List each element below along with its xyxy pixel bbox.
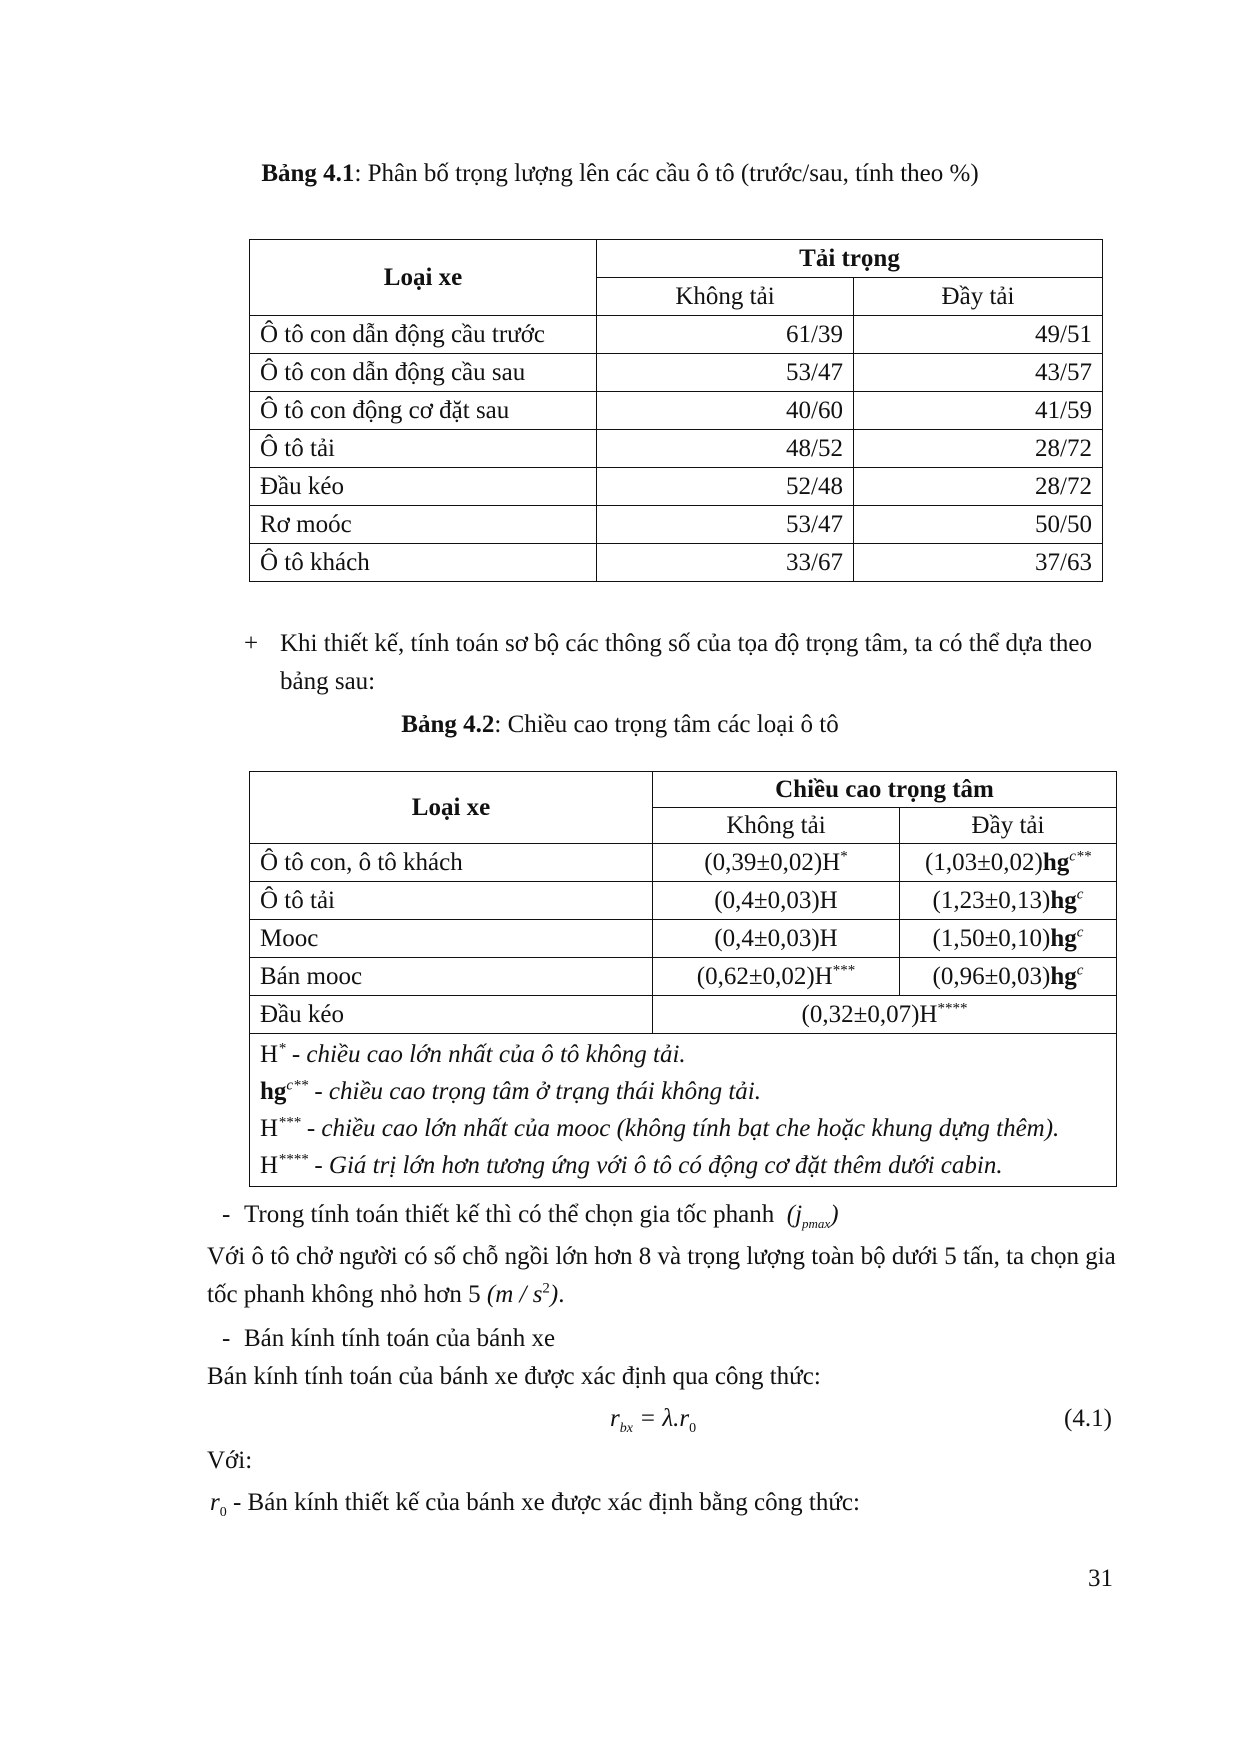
table1-cell-empty: 40/60 [597, 392, 854, 430]
r0-line [210, 1484, 860, 1532]
table1-row [250, 430, 1103, 468]
table1-cell-type: Ô tô con dẫn động cầu sau [250, 354, 597, 392]
table2-note-text: - Giá trị lớn hơn tương ứng với ô tô có động cơ đặt thêm dưới cabin. [308, 1152, 1003, 1179]
table1-cell-type: Rơ moóc [250, 506, 597, 544]
table2-note-sup: *** [278, 1114, 301, 1131]
table2-note [260, 1110, 1106, 1147]
table2-note-key: H [260, 1041, 279, 1068]
unit-symbol: $(m / s^2)$ [486, 1280, 559, 1308]
table1-cell-full: 50/50 [854, 506, 1103, 544]
table2-notes [250, 1034, 1117, 1187]
bullet-paragraph [244, 625, 1124, 701]
table2-cell-empty [653, 882, 900, 920]
table2-header-type: Loại xe [250, 772, 653, 844]
r0-symbol: $r_0$ [210, 1489, 227, 1520]
table1-caption-text: : Phân bố trọng lượng lên các cầu ô tô (trước/sau, tính theo %) [354, 160, 979, 187]
table2-note-text: - chiều cao lớn nhất của mooc (không tính bạt che hoặc khung dựng thêm). [300, 1115, 1060, 1142]
radius-paragraph: Bán kính tính toán của bánh xe được xác định qua công thức: [207, 1363, 821, 1390]
table1-header-type: Loại xe [250, 240, 597, 316]
table1-caption [0, 160, 1240, 188]
brake-symbol: $(j_{pmax})$ [780, 1201, 839, 1231]
table2-cell-empty-value: (0,62±0,02)H [696, 963, 833, 990]
table1-row [250, 392, 1103, 430]
table2-note-text: - chiều cao lớn nhất của ô tô không tải. [285, 1041, 686, 1068]
table2-caption-text: : Chiều cao trọng tâm các loại ô tô [494, 711, 839, 738]
table2-cell-full [900, 920, 1117, 958]
bullet-marker: + [244, 630, 259, 657]
table2-cell-full-sup: c [1076, 924, 1084, 941]
with-label: Với: [207, 1447, 253, 1474]
table2-cell-type: Bán mooc [250, 958, 653, 996]
table2-note [260, 1147, 1106, 1184]
table1-cell-type: Đầu kéo [250, 468, 597, 506]
table1-header-full: Đầy tải [854, 278, 1103, 316]
table2-last-value [653, 996, 1117, 1034]
table1-cell-type: Ô tô con dẫn động cầu trước [250, 316, 597, 354]
table1-row [250, 544, 1103, 582]
table2-row [250, 844, 1117, 882]
table2-cell-empty-value: (0,4±0,03)H [714, 925, 838, 952]
table2-cell-full-sup: c** [1069, 848, 1091, 865]
table1-header-group: Tải trọng [597, 240, 1103, 278]
table1-row [250, 468, 1103, 506]
table1-cell-empty: 53/47 [597, 506, 854, 544]
table1-body [250, 316, 1103, 582]
table1-cell-type: Ô tô khách [250, 544, 597, 582]
radius-line: Bán kính tính toán của bánh xe [244, 1325, 556, 1352]
table2-last-value-text: (0,32±0,07)H [801, 1001, 938, 1028]
table1-cell-full: 37/63 [854, 544, 1103, 582]
brake-line-text: Trong tính toán thiết kế thì có thể chọn gia tốc phanh [244, 1201, 775, 1228]
table2-cell-full-sup: c [1076, 962, 1084, 979]
table2-header-group: Chiều cao trọng tâm [653, 772, 1117, 808]
table2-cell-full-value: (1,03±0,02)hg [925, 849, 1070, 876]
table1-header-empty: Không tải [597, 278, 854, 316]
table1-row [250, 506, 1103, 544]
table2-cell-full-value: (1,50±0,10)hg [932, 925, 1077, 952]
brake-paragraph-text: Với ô tô chở người có số chỗ ngồi lớn hơn 8 và trọng lượng toàn bộ dưới 5 tấn, ta chọn gia tốc phanh không nhỏ hơn 5 [207, 1243, 1116, 1308]
table2 [249, 771, 1117, 1187]
table1-cell-full: 41/59 [854, 392, 1103, 430]
table2-row [250, 958, 1117, 996]
formula-4-1: $r_{bx} = \lambda.r_0$ [610, 1405, 697, 1436]
table2-cell-full [900, 882, 1117, 920]
table2-cell-empty [653, 920, 900, 958]
table2-cell-full-value: (0,96±0,03)hg [932, 963, 1077, 990]
table2-cell-empty-sup: *** [832, 962, 856, 979]
table1-cell-empty: 48/52 [597, 430, 854, 468]
table2-last-value-sup: **** [937, 1000, 968, 1017]
table2-cell-empty-value: (0,4±0,03)H [714, 887, 838, 914]
table1-cell-type: Ô tô con động cơ đặt sau [250, 392, 597, 430]
table2-note-sup: c** [286, 1077, 309, 1094]
table2-note-text: - chiều cao trọng tâm ở trạng thái không tải. [308, 1078, 761, 1105]
table2-note-sup: * [278, 1040, 286, 1057]
table2-cell-full [900, 958, 1117, 996]
dash-brake: - [222, 1201, 231, 1228]
table2-caption [0, 711, 1240, 739]
table2-cell-empty [653, 958, 900, 996]
table2-header-empty: Không tải [653, 808, 900, 844]
page-number: 31 [1088, 1565, 1113, 1592]
formula-number: (4.1) [1064, 1405, 1112, 1432]
table2-last-type: Đầu kéo [250, 996, 653, 1034]
table2-body [250, 844, 1117, 996]
table2-note-sup: **** [278, 1151, 309, 1168]
table2-row-last [250, 996, 1117, 1034]
table2-note-key: hg [260, 1078, 287, 1105]
table1-cell-empty: 33/67 [597, 544, 854, 582]
brake-line [244, 1196, 839, 1243]
table1-row [250, 354, 1103, 392]
table2-cell-empty-sup: * [840, 848, 848, 865]
table1-cell-full: 49/51 [854, 316, 1103, 354]
table2-row [250, 882, 1117, 920]
table2-cell-empty [653, 844, 900, 882]
table2-cell-full [900, 844, 1117, 882]
table2-cell-type: Ô tô tải [250, 882, 653, 920]
table2-caption-label: Bảng 4.2 [401, 711, 495, 738]
table1-cell-empty: 53/47 [597, 354, 854, 392]
table2-notes-row [250, 1034, 1117, 1187]
table2-cell-full-value: (1,23±0,13)hg [932, 887, 1077, 914]
table2-header-full: Đầy tải [900, 808, 1117, 844]
table2-cell-empty-value: (0,39±0,02)H [704, 849, 841, 876]
brake-paragraph: Với ô tô chở người có số chỗ ngồi lớn hơn 8 và trọng lượng toàn bộ dưới 5 tấn, ta chọn gia tốc phanh không nhỏ hơn 5 $(m / s^2)$. [207, 1243, 1116, 1308]
table1 [249, 239, 1103, 582]
table1-row [250, 316, 1103, 354]
table2-cell-full-sup: c [1076, 886, 1084, 903]
table1-cell-full: 28/72 [854, 430, 1103, 468]
table2-cell-type: Ô tô con, ô tô khách [250, 844, 653, 882]
table1-cell-empty: 61/39 [597, 316, 854, 354]
table1-cell-empty: 52/48 [597, 468, 854, 506]
table1-cell-type: Ô tô tải [250, 430, 597, 468]
table2-cell-type: Mooc [250, 920, 653, 958]
table1-caption-label: Bảng 4.1 [261, 160, 355, 187]
table2-row [250, 920, 1117, 958]
table1-cell-full: 28/72 [854, 468, 1103, 506]
table2-note [260, 1073, 1106, 1110]
table2-note-key: H [260, 1152, 279, 1179]
table2-note-key: H [260, 1115, 279, 1142]
dash-radius: - [222, 1325, 231, 1352]
table1-cell-full: 43/57 [854, 354, 1103, 392]
r0-text: - Bán kính thiết kế của bánh xe được xác định bằng công thức: [226, 1489, 860, 1516]
table2-note [260, 1036, 1106, 1073]
bullet-text: Khi thiết kế, tính toán sơ bộ các thông số của tọa độ trọng tâm, ta có thể dựa theo bảng sau: [280, 630, 1092, 695]
